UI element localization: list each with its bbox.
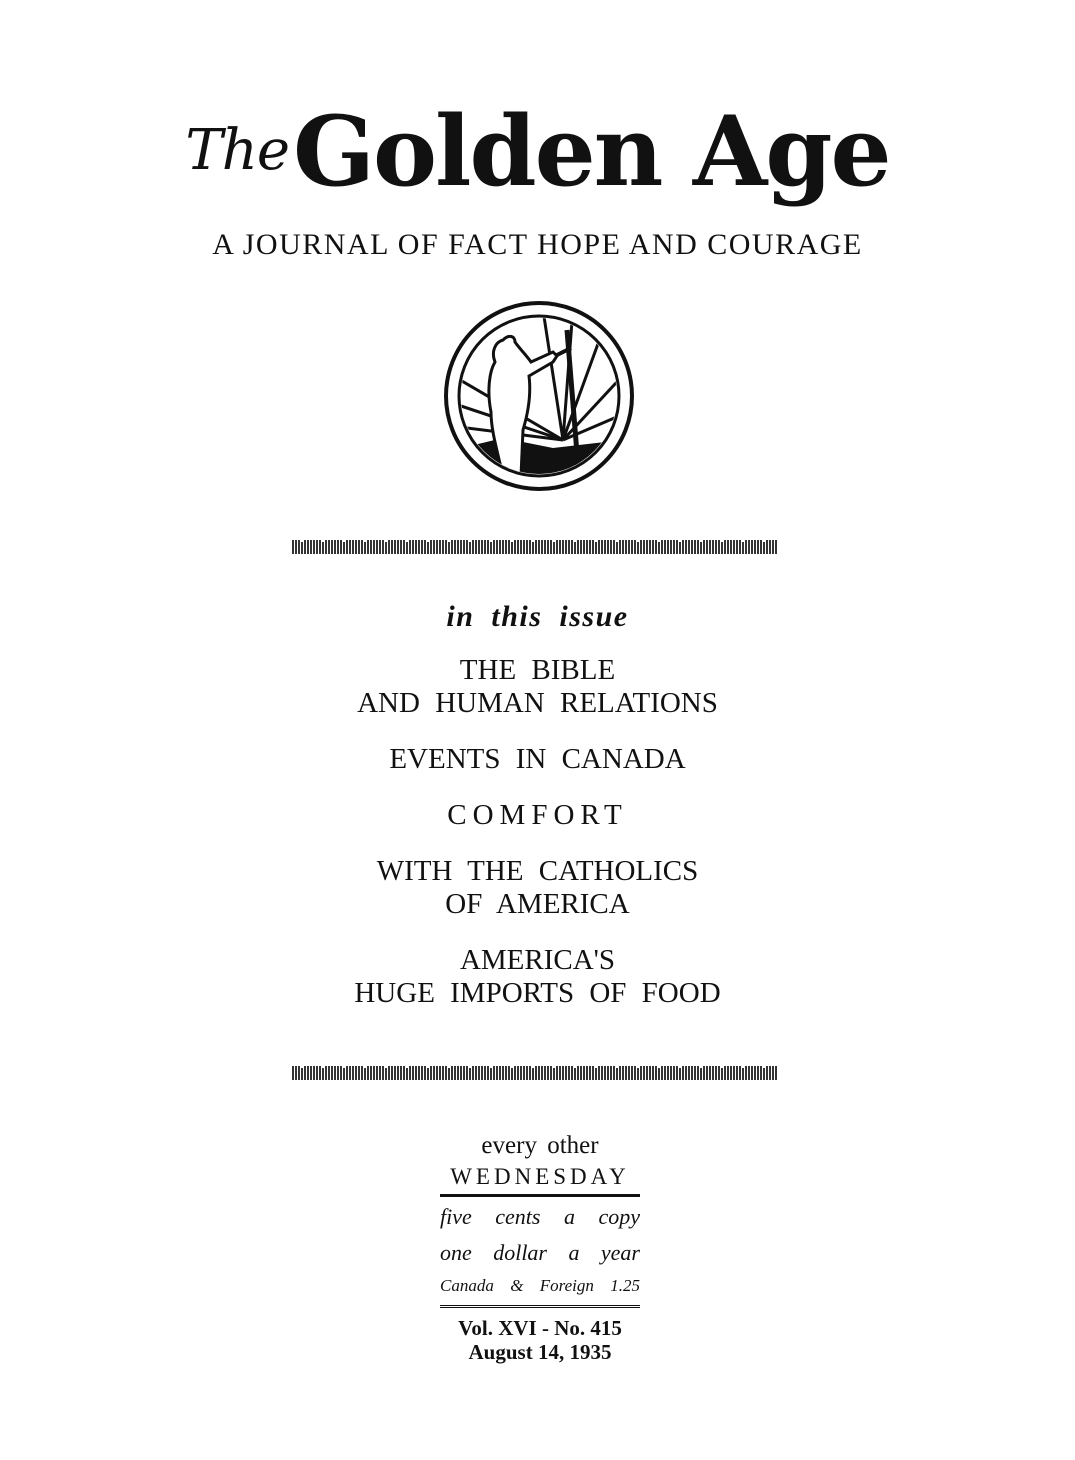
price-per-year: one dollar a year (440, 1240, 640, 1265)
price-box (440, 1201, 640, 1308)
title-golden-age: Golden Age (292, 95, 890, 208)
article-title: EVENTS IN CANADA (389, 743, 686, 775)
figure-with-staff-sunrise-seal-icon (443, 300, 635, 492)
frequency-line: every other (481, 1132, 599, 1159)
price-foreign: Canada & Foreign 1.25 (440, 1276, 640, 1295)
price-per-copy: five cents a copy (440, 1204, 640, 1229)
issue-date: August 14, 1935 (468, 1340, 612, 1364)
contents-heading: in this issue (446, 600, 629, 633)
article-title: WITH THE CATHOLICS OF AMERICA (376, 855, 699, 920)
frequency-weekday: WEDNESDAY (440, 1162, 640, 1197)
decorative-rule-bottom (292, 1066, 780, 1080)
article-title: THE BIBLE AND HUMAN RELATIONS (357, 654, 718, 719)
title-the: The (185, 118, 289, 183)
publication-info (440, 1130, 640, 1364)
masthead-subtitle: A JOURNAL OF FACT HOPE AND COURAGE (212, 228, 863, 261)
issue-contents (0, 600, 1075, 1033)
article-title: COMFORT (447, 799, 628, 831)
decorative-rule-top (292, 540, 780, 554)
masthead-title (0, 95, 1075, 208)
article-title: AMERICA'S HUGE IMPORTS OF FOOD (354, 944, 721, 1009)
volume-number: Vol. XVI - No. 415 (458, 1316, 622, 1340)
